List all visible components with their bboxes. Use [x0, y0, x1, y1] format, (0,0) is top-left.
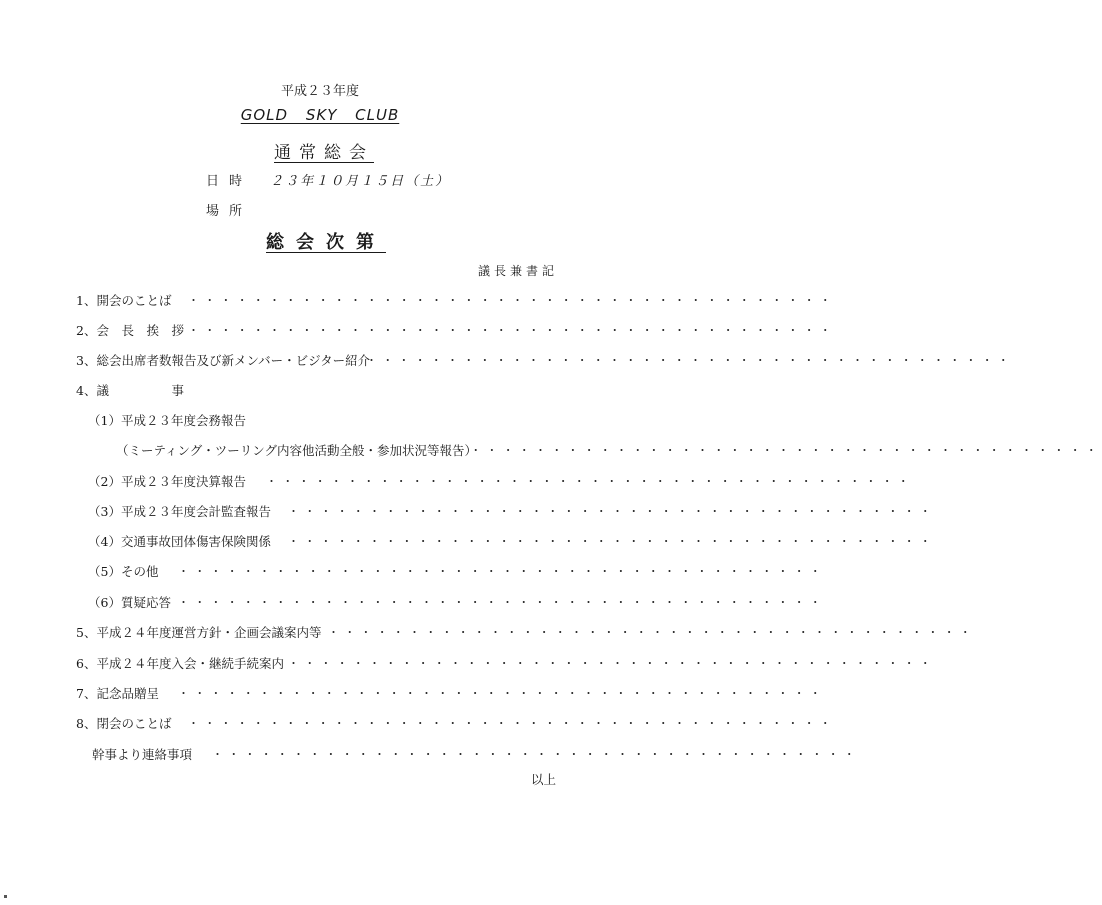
- club-name: [0, 106, 640, 124]
- leader-dots: ・・・・・・・・・・・・・・・・・・・・・・・・・・・・・・・・・・・・・・・・: [188, 324, 836, 337]
- date-label: 日時: [206, 174, 253, 189]
- item-label: 3、総会出席者数報告及び新メンバー・ビジター紹介: [76, 353, 371, 368]
- list-item: [88, 411, 246, 429]
- item-label: （3）平成２３年度会計監査報告: [88, 504, 271, 519]
- leader-dots: ・・・・・・・・・・・・・・・・・・・・・・・・・・・・・・・・・・・・・・・・: [266, 475, 914, 488]
- list-item: [88, 532, 271, 550]
- agenda-title: [0, 228, 640, 254]
- agenda-title-text: 総会次第: [266, 232, 386, 253]
- item-label: 幹事より連絡事項: [92, 747, 193, 762]
- leader-dots: ・・・・・・・・・・・・・・・・・・・・・・・・・・・・・・・・・・・・・・・・: [178, 687, 826, 700]
- leader-dots: ・・・・・・・・・・・・・・・・・・・・・・・・・・・・・・・・・・・・・・・・: [188, 294, 836, 307]
- chair-label: 議長兼書記: [477, 264, 558, 278]
- date-row: [206, 170, 450, 189]
- item-label: 6、平成２４年度入会・継続手続案内: [76, 656, 284, 671]
- item-label: （5）その他: [88, 564, 159, 579]
- list-item: [88, 472, 246, 490]
- club-name-text: GOLD SKY CLUB: [240, 106, 400, 124]
- item-label: （2）平成２３年度決算報告: [88, 474, 246, 489]
- leader-dots: ・・・・・・・・・・・・・・・・・・・・・・・・・・・・・・・・・・・・・・・・: [188, 717, 836, 730]
- place-label: 場所: [206, 204, 253, 219]
- list-item: [88, 562, 158, 580]
- item-label: 5、平成２４年度運営方針・企画会議案内等: [76, 625, 322, 640]
- list-item: [76, 381, 184, 399]
- closing-text: 以上: [530, 772, 556, 787]
- leader-dots: ・・・・・・・・・・・・・・・・・・・・・・・・・・・・・・・・・・・・・・・・: [288, 505, 936, 518]
- list-item: [76, 321, 184, 339]
- item-label: 2、会 長 挨 拶: [76, 323, 184, 338]
- leader-dots: ・・・・・・・・・・・・・・・・・・・・・・・・・・・・・・・・・・・・・・・・: [178, 596, 826, 609]
- item-label: （ミーティング・ツーリング内容他活動全般・参加状況等報告）: [116, 443, 478, 458]
- item-label: 4、議 事: [76, 383, 184, 398]
- item-label: 1、開会のことば: [76, 293, 172, 308]
- list-item: [88, 502, 271, 520]
- item-label: （6）質疑応答: [88, 595, 171, 610]
- list-item: [76, 684, 159, 702]
- list-item: [76, 291, 171, 309]
- item-label: 8、閉会のことば: [76, 716, 172, 731]
- item-label: （4）交通事故団体傷害保険関係: [88, 534, 271, 549]
- item-label: 7、記念品贈呈: [76, 686, 159, 701]
- meeting-title-text: 通常総会: [274, 143, 374, 163]
- leader-dots: ・・・・・・・・・・・・・・・・・・・・・・・・・・・・・・・・・・・・・・・・: [288, 657, 936, 670]
- list-item: [76, 654, 284, 672]
- place-row: [206, 200, 266, 219]
- list-item: [116, 441, 477, 459]
- leader-dots: ・・・・・・・・・・・・・・・・・・・・・・・・・・・・・・・・・・・・・・・・: [178, 565, 826, 578]
- leader-dots: ・・・・・・・・・・・・・・・・・・・・・・・・・・・・・・・・・・・・・・・・: [288, 535, 936, 548]
- leader-dots: ・・・・・・・・・・・・・・・・・・・・・・・・・・・・・・・・・・・・・・・・: [212, 748, 860, 761]
- list-item: [76, 623, 321, 641]
- meeting-title: [0, 138, 640, 163]
- scan-speck: [4, 895, 7, 898]
- leader-dots: ・・・・・・・・・・・・・・・・・・・・・・・・・・・・・・・・・・・・・・・・: [328, 626, 976, 639]
- leader-dots: ・・・・・・・・・・・・・・・・・・・・・・・・・・・・・・・・・・・・・・・・: [366, 354, 1014, 367]
- date-value: ２３年１０月１５日（土）: [270, 174, 451, 189]
- fiscal-year: 平成２３年度: [280, 84, 359, 99]
- item-label: （1）平成２３年度会務報告: [88, 413, 246, 428]
- leader-dots: ・・・・・・・・・・・・・・・・・・・・・・・・・・・・・・・・・・・・・・・・: [454, 444, 1102, 457]
- list-item: [88, 593, 171, 611]
- list-item: [76, 351, 370, 369]
- list-item: [92, 745, 192, 763]
- list-item: [76, 714, 171, 732]
